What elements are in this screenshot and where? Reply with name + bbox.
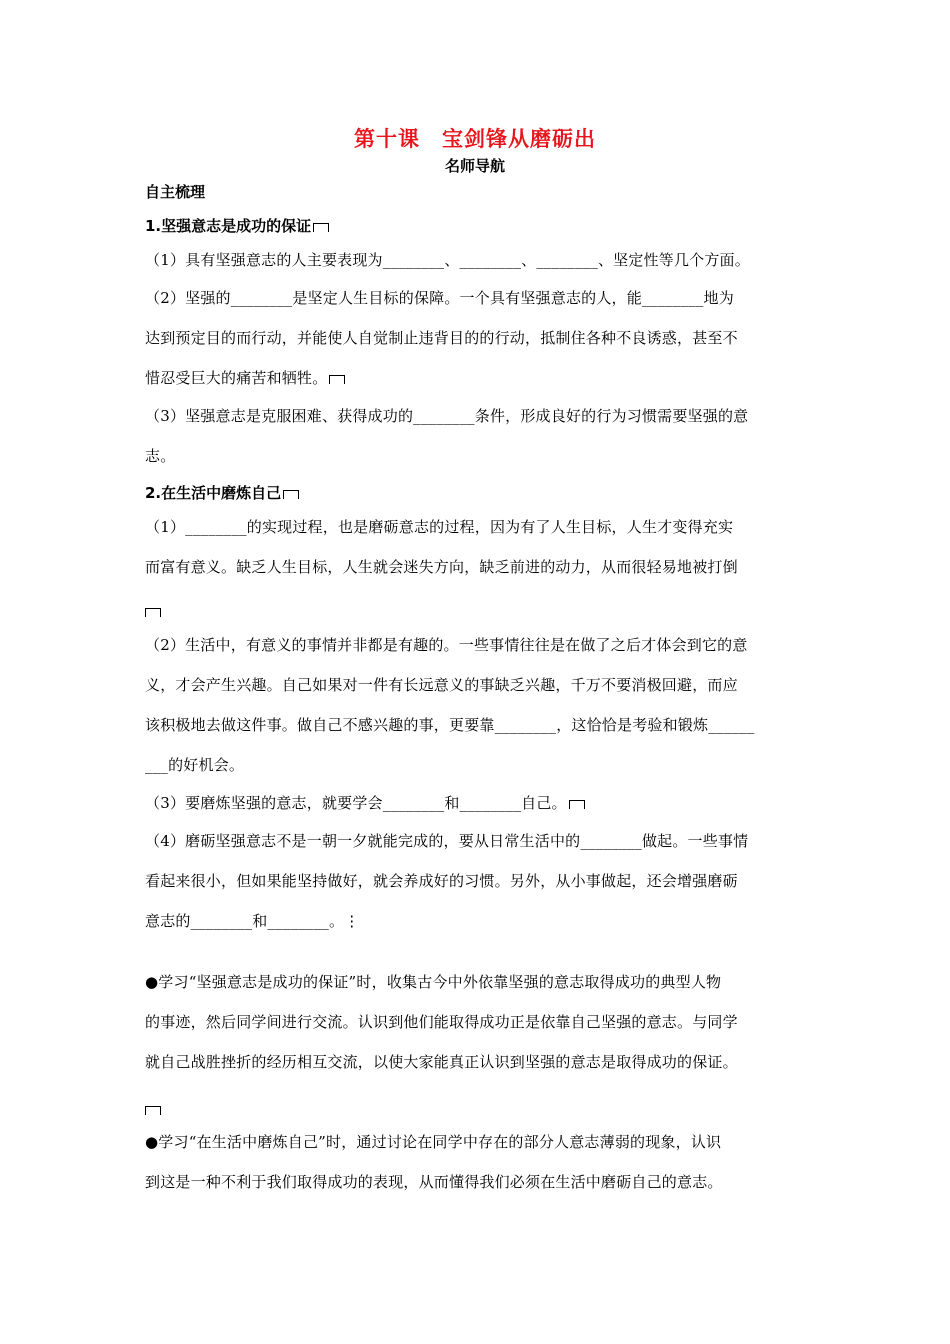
part2-line-6: ___的好机会。: [145, 756, 245, 774]
part2-line-10: 意志的________和________。⋮: [145, 912, 360, 930]
editor-mark-icon: [569, 800, 585, 809]
part1-line-2: （2）坚强的________是坚定人生目标的保障。一个具有坚强意志的人，能________地为: [145, 289, 734, 307]
part1-heading-text: 1.坚强意志是成功的保证: [145, 217, 312, 235]
part2-line-4: 义，才会产生兴趣。自己如果对一件有长远意义的事缺乏兴趣，千万不要消极回避，而应: [145, 676, 738, 694]
part2-line-7-text: （3）要磨炼坚强的意志，就要学会________和________自己。: [145, 794, 567, 812]
editor-mark-icon: [145, 1106, 161, 1115]
part1-line-6: 志。: [145, 447, 176, 465]
section-subtitle: 名师导航: [444, 157, 505, 175]
part1-line-4: [145, 367, 810, 388]
part1-line-3: 达到预定目的而行动，并能使人自觉制止违背目的的行动，抵制住各种不良诱惑，甚至不: [145, 329, 738, 347]
lesson-title: 第十课 宝剑锋从磨砺出: [354, 127, 596, 151]
tip1-line-1: ●学习“坚强意志是成功的保证”时，收集古今中外依靠坚强的意志取得成功的典型人物: [145, 973, 722, 991]
part1-heading: [145, 215, 329, 236]
part2-line-8: （4）磨砺坚强意志不是一朝一夕就能完成的，要从日常生活中的________做起。一些事情: [145, 832, 749, 850]
self-review-label: 自主梳理: [145, 183, 206, 201]
part2-line-9: 看起来很小，但如果能坚持做好，就会养成好的习惯。另外，从小事做起，还会增强磨砺: [145, 872, 738, 890]
part2-line-2: 而富有意义。缺乏人生目标，人生就会迷失方向，缺乏前进的动力，从而很轻易地被打倒: [145, 558, 738, 576]
part2-heading-text: 2.在生活中磨炼自己: [145, 484, 282, 502]
part1-line-1: （1）具有坚强意志的人主要表现为________、________、________、坚定性等几个方面。: [145, 251, 750, 269]
editor-mark-icon: [313, 223, 329, 232]
tip2-line-1: ●学习“在生活中磨炼自己”时，通过讨论在同学中存在的部分人意志薄弱的现象，认识: [145, 1133, 722, 1151]
part2-heading: [145, 482, 299, 503]
tip1-line-2: 的事迹，然后同学间进行交流。认识到他们能取得成功正是依靠自己坚强的意志。与同学: [145, 1013, 738, 1031]
part2-line-3: （2）生活中，有意义的事情并非都是有趣的。一些事情往往是在做了之后才体会到它的意: [145, 636, 748, 654]
tip1-line-3: 就自己战胜挫折的经历相互交流，以使大家能真正认识到坚强的意志是取得成功的保证。: [145, 1053, 738, 1071]
editor-mark-icon: [329, 375, 345, 384]
editor-mark-icon: [145, 608, 161, 617]
editor-mark-icon: [283, 490, 299, 499]
part1-line-5: （3）坚强意志是克服困难、获得成功的________条件，形成良好的行为习惯需要坚强的意: [145, 407, 749, 425]
part2-line-1: （1）________的实现过程，也是磨砺意志的过程，因为有了人生目标，人生才变得充实: [145, 518, 734, 536]
part1-line-4-text: 惜忍受巨大的痛苦和牺牲。: [145, 369, 328, 387]
part2-line-7: [145, 792, 810, 813]
tip2-line-2: 到这是一种不利于我们取得成功的表现，从而懂得我们必须在生活中磨砺自己的意志。: [145, 1173, 723, 1191]
part2-line-5: 该积极地去做这件事。做自己不感兴趣的事，更要靠________，这恰恰是考验和锻炼______: [145, 716, 755, 734]
